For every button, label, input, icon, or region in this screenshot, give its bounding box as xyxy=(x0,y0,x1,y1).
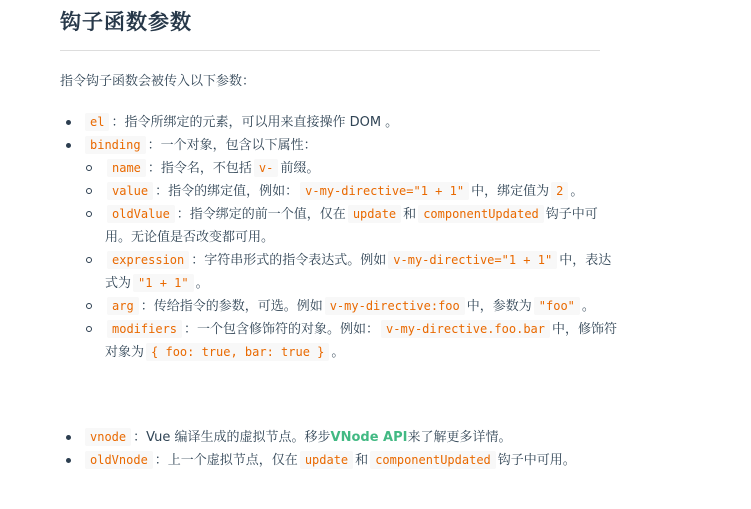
value-desc: ：指令的绑定值，例如： xyxy=(155,184,299,199)
code-oldvnode-componentupdated: componentUpdated xyxy=(370,451,496,469)
list-item-vnode xyxy=(60,426,620,449)
value-desc-mid: 中，绑定值为 xyxy=(471,184,550,199)
code-modifiers-result: { foo: true, bar: true } xyxy=(146,343,329,361)
page-title: 钩子函数参数 xyxy=(60,10,192,34)
code-modifiers-example: v-my-directive.foo.bar xyxy=(381,320,550,338)
oldvalue-desc: ：指令绑定的前一个值，仅在 xyxy=(176,207,346,222)
code-arg-result: "foo" xyxy=(534,297,580,315)
list-item-el xyxy=(60,111,620,134)
code-vnode: vnode xyxy=(85,428,131,446)
modifiers-desc-end: 。 xyxy=(331,345,345,360)
code-name: name xyxy=(107,159,146,177)
sublist-item-oldvalue xyxy=(83,203,620,249)
binding-sublist xyxy=(83,157,620,364)
sublist-item-modifiers xyxy=(83,318,620,364)
title-divider xyxy=(60,50,600,51)
name-desc-end: 前缀。 xyxy=(280,161,320,176)
oldvnode-desc-end: 钩子中可用。 xyxy=(497,453,576,468)
code-arg: arg xyxy=(107,297,139,315)
code-binding: binding xyxy=(85,136,146,154)
code-componentupdated: componentUpdated xyxy=(418,205,544,223)
binding-desc: ：一个对象，包含以下属性： xyxy=(147,138,317,153)
code-update: update xyxy=(348,205,401,223)
code-arg-example: v-my-directive:foo xyxy=(325,297,465,315)
param-list-2 xyxy=(60,426,620,472)
el-desc: ：指令所绑定的元素，可以用来直接操作 DOM 。 xyxy=(111,115,399,130)
intro-text: 指令钩子函数会被传入以下参数： xyxy=(60,74,256,89)
vnode-desc-end: 来了解更多详情。 xyxy=(407,430,512,445)
name-desc: ：指令名，不包括 xyxy=(147,161,252,176)
oldvnode-desc: ：上一个虚拟节点，仅在 xyxy=(154,453,298,468)
oldvalue-desc-and: 和 xyxy=(403,207,417,222)
code-el: el xyxy=(85,113,109,131)
code-expression-example: v-my-directive="1 + 1" xyxy=(388,251,557,269)
vnode-desc: ：Vue 编译生成的虚拟节点。移步 xyxy=(133,430,331,445)
arg-desc: ：传给指令的参数，可选。例如 xyxy=(140,299,323,314)
modifiers-desc: ：一个包含修饰符的对象。例如： xyxy=(184,322,380,337)
code-oldvnode: oldVnode xyxy=(85,451,153,469)
modifiers-desc-mid: 中，修饰符对象为 xyxy=(105,322,618,360)
list-item-binding xyxy=(60,134,620,364)
arg-desc-end: 。 xyxy=(581,299,595,314)
sublist-item-name xyxy=(83,157,620,180)
sublist-item-arg xyxy=(83,295,620,318)
code-value: value xyxy=(107,182,153,200)
code-oldvnode-update: update xyxy=(300,451,353,469)
expression-desc: ：字符串形式的指令表达式。例如 xyxy=(191,253,387,268)
value-desc-end: 。 xyxy=(570,184,584,199)
code-modifiers: modifiers xyxy=(107,320,182,338)
list-item-oldvnode xyxy=(60,449,620,472)
code-value-result: 2 xyxy=(551,182,568,200)
arg-desc-mid: 中，参数为 xyxy=(466,299,532,314)
code-expression: expression xyxy=(107,251,189,269)
sublist-item-expression xyxy=(83,249,620,295)
expression-desc-end: 。 xyxy=(195,276,209,291)
oldvnode-desc-and: 和 xyxy=(355,453,369,468)
vnode-api-link[interactable]: VNode API xyxy=(330,430,408,445)
expression-desc-mid: 中，表达式为 xyxy=(105,253,612,291)
code-v-prefix: v- xyxy=(254,159,278,177)
code-value-example: v-my-directive="1 + 1" xyxy=(300,182,469,200)
sublist-item-value xyxy=(83,180,620,203)
code-oldvalue: oldValue xyxy=(107,205,175,223)
code-expression-result: "1 + 1" xyxy=(133,274,194,292)
oldvalue-desc-end: 钩子中可用。无论值是否改变都可用。 xyxy=(105,207,598,245)
param-list xyxy=(60,111,620,364)
